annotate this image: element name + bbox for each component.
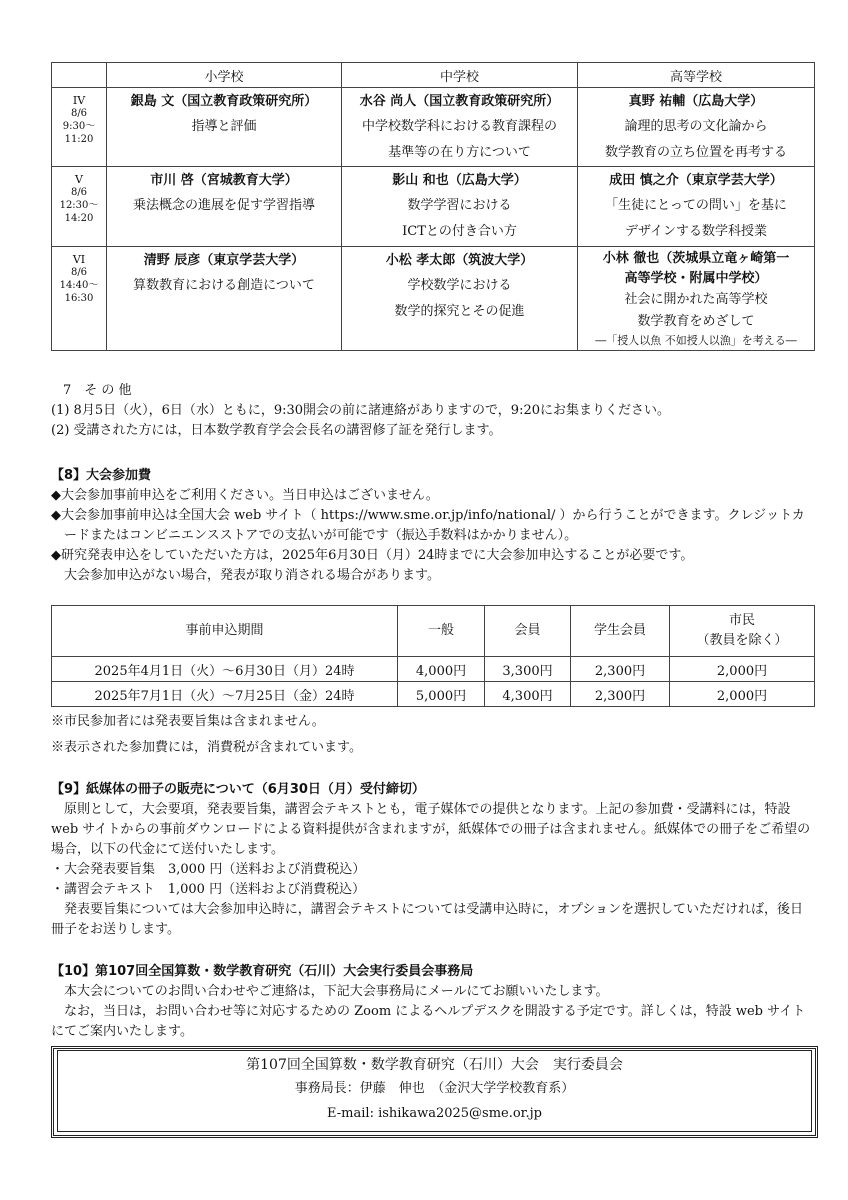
speaker: 成田 慎之介（東京学芸大学） xyxy=(609,173,783,188)
speaker: 市川 啓（宮城教育大学） xyxy=(150,173,298,188)
slot-number: V xyxy=(75,173,83,186)
middle-cell xyxy=(342,88,578,167)
speaker: 影山 和也（広島大学） xyxy=(392,173,527,188)
fee-general: 5,000円 xyxy=(398,682,485,707)
fee-member: 4,300円 xyxy=(485,682,571,707)
session-row-6 xyxy=(52,247,815,351)
section-9-para-1: 原則として，大会要項，発表要旨集，講習会テキストとも，電子媒体での提供となります。上記の参加費・受講料には，特設 web サイトからの事前ダウンロードによる資料提供が含まれますが，紙媒体での冊子は含まれません。紙媒体での冊子をご希望の場合，以下の代金にて送付いたします。 xyxy=(51,802,811,857)
slot-cell xyxy=(52,88,107,167)
speaker: 小林 徹也（茨城県立竜ヶ崎第一 xyxy=(602,251,790,266)
elementary-cell xyxy=(107,88,342,167)
fee-note-2: ※表示された参加費には，消費税が含まれています。 xyxy=(51,740,362,755)
contact-box xyxy=(51,1046,818,1138)
contact-committee: 第107回全国算数・数学教育研究（石川）大会 実行委員会 xyxy=(246,1057,623,1073)
fee-header-student: 学生会員 xyxy=(571,606,670,657)
lecture-title: 中学校数学科における教育課程の xyxy=(361,119,557,134)
slot-date: 8/6 xyxy=(70,108,88,119)
fee-table xyxy=(51,605,815,707)
high-cell xyxy=(578,167,815,247)
fee-citizen: 2,000円 xyxy=(670,682,815,707)
fee-period: 2025年7月1日（火）～7月25日（金）24時 xyxy=(52,682,398,707)
slot-cell xyxy=(52,167,107,247)
lecture-title-line2: 数学的探究とその促進 xyxy=(394,304,525,319)
speaker: 銀島 文（国立教育政策研究所） xyxy=(130,94,318,109)
lecture-subtitle: ―「授人以魚 不如授人以漁」を考える― xyxy=(595,334,797,347)
contact-email[interactable]: E-mail: ishikawa2025@sme.or.jp xyxy=(327,1106,542,1121)
elementary-cell xyxy=(107,167,342,247)
slot-time-start: 14:40～ xyxy=(59,280,99,291)
section-9 xyxy=(51,780,816,940)
section-8-heading: 【8】大会参加費 xyxy=(51,468,152,483)
section-10-para-2: なお，当日は，お問い合わせ等に対応するための Zoom によるヘルプデスクを開設する予定です。詳しくは，特設 web サイトにてご案内いたします。 xyxy=(51,1004,806,1039)
lecture-title-line2: デザインする数学科授業 xyxy=(624,224,768,239)
fee-notes xyxy=(51,709,816,761)
lecture-title: 「生徒にとっての問い」を基に xyxy=(605,198,787,213)
slot-time-end: 14:20 xyxy=(64,213,94,224)
fee-general: 4,000円 xyxy=(398,657,485,682)
lecture-title: 算数教育における創造について xyxy=(133,278,315,293)
fee-period: 2025年4月1日（火）～6月30日（月）24時 xyxy=(52,657,398,682)
fee-student: 2,300円 xyxy=(571,657,670,682)
section-10-para-1: 本大会についてのお問い合わせやご連絡は，下記大会事務局にメールにてお願いいたします。 xyxy=(64,984,609,999)
lecture-title-line2: ICTとの付き合い方 xyxy=(402,224,517,239)
middle-cell xyxy=(342,247,578,351)
session-table-header xyxy=(52,63,815,88)
speaker-line2: 高等学校・附属中学校） xyxy=(624,271,768,286)
fee-member: 3,300円 xyxy=(485,657,571,682)
slot-number: VI xyxy=(72,253,86,266)
fee-header-citizen-note: （教員を除く） xyxy=(696,633,788,648)
section-8-bullet-3: ◆研究発表申込をしていただいた方は，2025年6月30日（月）24時までに大会参加申込することが必要です。 xyxy=(51,548,694,563)
section-9-item-1: ・大会発表要旨集 3,000 円（送料および消費税込） xyxy=(51,862,366,877)
section-10-heading: 【10】第107回全国算数・数学教育研究（石川）大会実行委員会事務局 xyxy=(51,964,474,979)
high-cell xyxy=(578,247,815,351)
lecture-title: 学校数学における xyxy=(407,278,512,293)
section-7-item-2: (2) 受講された方には，日本数学教育学会会長名の講習修了証を発行します。 xyxy=(51,423,502,438)
fee-row xyxy=(52,682,815,707)
lecture-title-line2: 数学教育をめざして xyxy=(637,314,755,329)
speaker: 小松 孝太郎（筑波大学） xyxy=(385,253,534,268)
section-9-heading: 【9】紙媒体の冊子の販売について（6月30日（月）受付締切） xyxy=(51,782,425,797)
contact-secretary: 事務局長：伊藤 伸也 （金沢大学学校教育系） xyxy=(294,1081,575,1096)
fee-header-general: 一般 xyxy=(398,606,485,657)
slot-time-start: 9:30～ xyxy=(62,121,96,132)
lecture-title: 数学学習における xyxy=(407,198,512,213)
fee-student: 2,300円 xyxy=(571,682,670,707)
lecture-title: 乗法概念の進展を促す学習指導 xyxy=(132,198,315,213)
section-8-bullet-2: ◆大会参加事前申込は全国大会 web サイト（ https://www.sme.or.jp/info/national/ ）から行うことができます。クレジットカードまたはコンビニエンスストアでの支払いが可能です（振込手数料はかかりません）。 xyxy=(51,508,805,543)
contact-box-inner xyxy=(57,1050,812,1132)
fee-citizen: 2,000円 xyxy=(670,657,815,682)
lecture-title: 論理的思考の文化論から xyxy=(624,119,768,134)
section-10 xyxy=(51,962,816,1042)
section-7 xyxy=(51,381,816,441)
header-middle: 中学校 xyxy=(342,63,578,88)
slot-date: 8/6 xyxy=(70,267,88,278)
header-high: 高等学校 xyxy=(578,63,815,88)
section-9-para-2: 発表要旨集については大会参加申込時に，講習会テキストについては受講申込時に，オプションを選択していただければ，後日冊子をお送りします。 xyxy=(51,902,804,937)
slot-date: 8/6 xyxy=(70,187,88,198)
high-cell xyxy=(578,88,815,167)
fee-header-period: 事前申込期間 xyxy=(52,606,398,657)
section-7-heading: 7 そ の 他 xyxy=(63,383,132,398)
lecture-title: 指導と評価 xyxy=(191,119,257,134)
slot-time-end: 16:30 xyxy=(64,293,94,304)
middle-cell xyxy=(342,167,578,247)
fee-row xyxy=(52,657,815,682)
header-elementary: 小学校 xyxy=(107,63,342,88)
section-8-bullet-3-cont: 大会参加申込がない場合，発表が取り消される場合があります。 xyxy=(64,568,440,583)
speaker: 清野 辰彦（東京学芸大学） xyxy=(143,253,305,268)
section-8-bullet-1: ◆大会参加事前申込をご利用ください。当日申込はございません。 xyxy=(51,488,439,503)
section-9-item-2: ・講習会テキスト 1,000 円（送料および消費税込） xyxy=(51,882,366,897)
slot-time-start: 12:30～ xyxy=(59,200,99,211)
fee-note-1: ※市民参加者には発表要旨集は含まれません。 xyxy=(51,714,325,729)
fee-header-citizen-label: 市民 xyxy=(728,613,755,628)
section-7-item-1: (1) 8月5日（火），6日（水）ともに，9:30開会の前に諸連絡がありますので，9:20にお集まりください。 xyxy=(51,403,670,418)
fee-header-member: 会員 xyxy=(485,606,571,657)
lecture-title: 社会に開かれた高等学校 xyxy=(624,292,768,307)
header-blank xyxy=(52,63,107,88)
session-row-5 xyxy=(52,167,815,247)
slot-cell xyxy=(52,247,107,351)
lecture-title-line2: 数学教育の立ち位置を再考する xyxy=(604,145,787,160)
fee-table-header xyxy=(52,606,815,657)
elementary-cell xyxy=(107,247,342,351)
speaker: 真野 祐輔（広島大学） xyxy=(628,94,764,109)
section-8 xyxy=(51,466,816,586)
session-table xyxy=(51,62,815,351)
slot-time-end: 11:20 xyxy=(64,134,94,145)
fee-header-citizen xyxy=(670,606,815,657)
lecture-title-line2: 基準等の在り方について xyxy=(388,145,531,160)
slot-number: IV xyxy=(72,94,86,107)
session-row-4 xyxy=(52,88,815,167)
speaker: 水谷 尚人（国立教育政策研究所） xyxy=(359,94,560,109)
